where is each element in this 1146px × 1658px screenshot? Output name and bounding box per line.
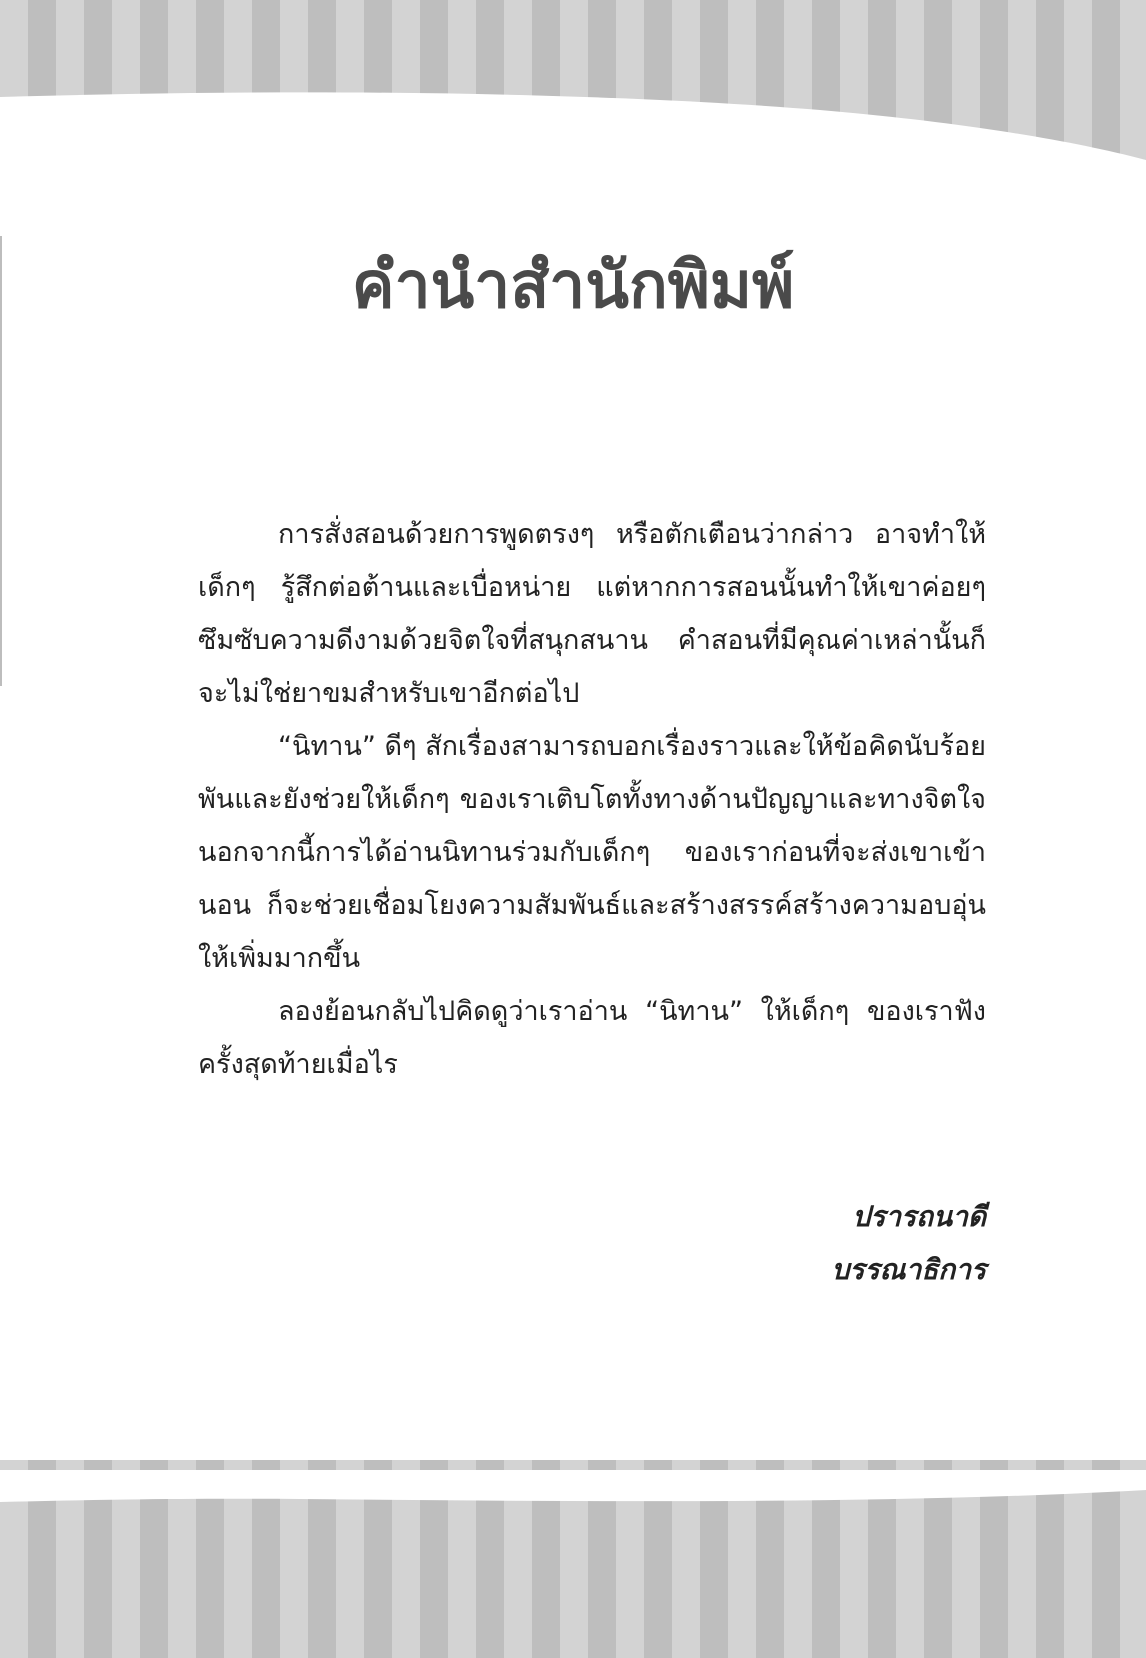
top-wave-edge: [0, 0, 1146, 200]
foreword-body: [198, 508, 986, 1091]
paragraph-2: “นิทาน” ดีๆ สักเรื่องสามารถบอกเรื่องราวและให้ข้อคิดนับร้อยพันและยังช่วยให้เด็กๆ ของเราเติบโตทั้งทางด้านปัญญาและทางจิตใจ นอกจากนี้การได้อ่านนิทานร่วมกับเด็กๆ ของเราก่อนที่จะส่งเขาเข้านอน ก็จะช่วยเชื่อมโยงความสัมพันธ์และสร้างสรรค์สร้างความอบอุ่นให้เพิ่มมากขึ้น: [198, 731, 986, 974]
signature-closing: ปรารถนาดี: [852, 1200, 986, 1233]
paragraph-3: ลองย้อนกลับไปคิดดูว่าเราอ่าน “นิทาน” ให้เด็กๆ ของเราฟังครั้งสุดท้ายเมื่อไร: [198, 996, 986, 1080]
bottom-wave-edge: [0, 1470, 1146, 1510]
paragraph-1: การสั่งสอนด้วยการพูดตรงๆ หรือตักเตือนว่ากล่าว อาจทำให้เด็กๆ รู้สึกต่อต้านและเบื่อหน่าย แต่หากการสอนนั้นทำให้เขาค่อยๆ ซึมซับความดีงามด้วยจิตใจที่สนุกสนาน คำสอนที่มีคุณค่าเหล่านั้นก็จะไม่ใช่ยาขมสำหรับเขาอีกต่อไป: [198, 519, 986, 709]
signature-block: [620, 1190, 986, 1296]
signature-author: บรรณาธิการ: [831, 1253, 986, 1286]
page-title: คำนำสำนักพิมพ์: [351, 249, 795, 323]
